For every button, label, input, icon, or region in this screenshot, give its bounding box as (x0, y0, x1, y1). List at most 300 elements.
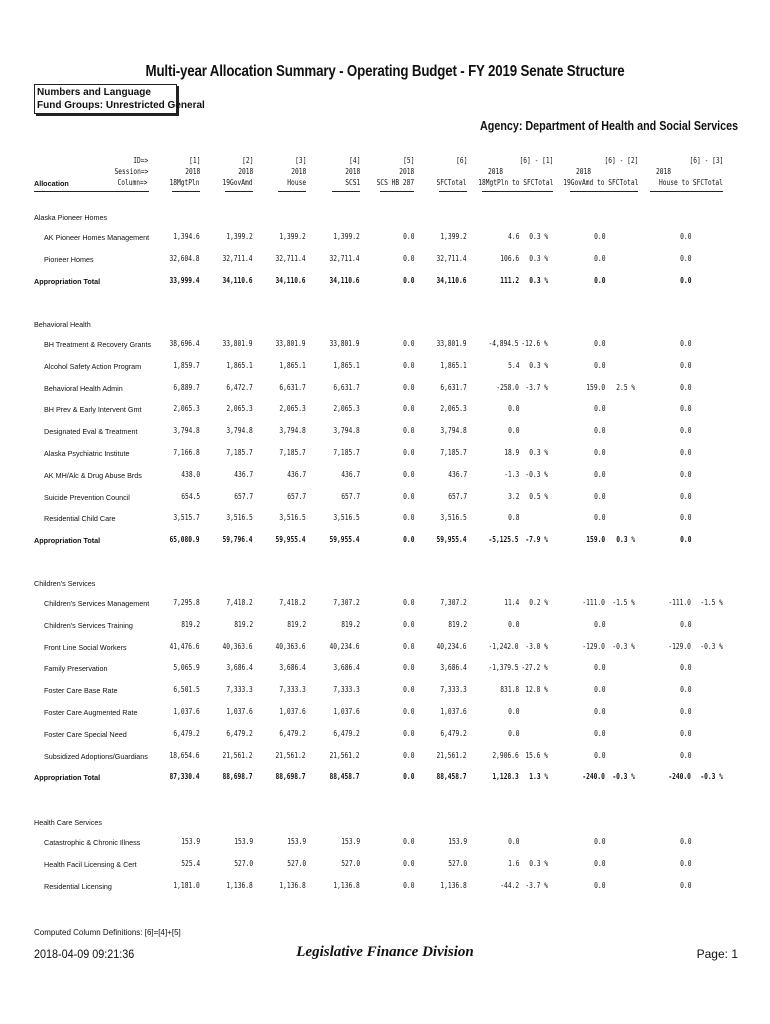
info-line-language: Numbers and Language (37, 87, 151, 98)
value-column-6: 40,234.6 (436, 641, 467, 651)
change-percent-3: -1.5 % (700, 598, 723, 607)
value-column-2: 657.7 (234, 491, 253, 501)
value-column-6: 34,110.6 (436, 275, 467, 285)
value-column-3: 3,686.4 (279, 663, 306, 673)
value-column-6: 2,065.3 (440, 404, 467, 414)
value-column-3: 88,698.7 (275, 772, 306, 782)
value-column-4: 1,037.6 (333, 707, 360, 716)
value-column-6: 33,801.9 (436, 339, 467, 348)
change-percent-1: 0.5 % (529, 491, 548, 501)
value-column-1: 3,515.7 (173, 513, 200, 523)
header-column-session: 2018 (184, 167, 200, 176)
value-column-5: 0.0 (402, 339, 414, 348)
change-amount-1: 0.0 (507, 426, 519, 436)
value-column-5: 0.0 (402, 619, 414, 629)
value-column-2: 1,037.6 (226, 707, 253, 716)
value-column-5: 0.0 (402, 426, 414, 436)
header-column-id: [2] (241, 156, 253, 165)
change-amount-1: 831.8 (500, 685, 519, 695)
value-column-6: 59,955.4 (436, 535, 467, 545)
value-column-1: 438.0 (181, 469, 200, 479)
change-percent-2: 0.3 % (616, 535, 635, 545)
value-column-2: 32,711.4 (222, 253, 253, 263)
value-column-2: 3,686.4 (226, 663, 253, 673)
allocation-name: Designated Eval & Treatment (44, 427, 138, 437)
value-column-1: 6,479.2 (173, 728, 200, 738)
value-column-3: 1,865.1 (279, 360, 306, 370)
change-percent-1: 15.6 % (525, 750, 548, 760)
change-amount-3: 0.0 (679, 339, 691, 348)
header-compare-id: [6] - [3] (689, 156, 723, 165)
value-column-6: 657.7 (448, 491, 467, 501)
allocation-name: Family Preservation (44, 664, 108, 674)
header-column-session: 2018 (398, 167, 414, 176)
value-column-1: 38,696.4 (169, 339, 200, 348)
allocation-name: Behavioral Health Admin (44, 383, 123, 393)
total-label: Appropriation Total (34, 536, 101, 546)
header-compare-session: 2018 (488, 167, 504, 176)
change-amount-2: 0.0 (593, 619, 605, 629)
value-column-1: 1,859.7 (173, 360, 200, 370)
value-column-6: 21,561.2 (436, 750, 467, 760)
header-column-session: 2018 (237, 167, 253, 176)
header-column-rule (332, 191, 360, 192)
change-percent-1: -3.7 % (525, 382, 548, 392)
value-column-3: 7,418.2 (279, 598, 306, 607)
value-column-5: 0.0 (402, 880, 414, 890)
change-percent-1: 0.3 % (529, 253, 548, 263)
change-amount-3: 0.0 (679, 663, 691, 673)
change-amount-3: 0.0 (679, 858, 691, 868)
allocation-name: Foster Care Base Rate (44, 686, 118, 696)
value-column-3: 34,110.6 (275, 275, 306, 285)
total-label: Appropriation Total (34, 276, 101, 286)
value-column-2: 1,865.1 (226, 360, 253, 370)
value-column-2: 7,185.7 (226, 448, 253, 457)
change-amount-3: 0.0 (679, 707, 691, 716)
value-column-5: 0.0 (402, 232, 414, 241)
change-amount-3: -111.0 (668, 598, 691, 607)
change-amount-1: 1.6 (507, 858, 519, 868)
report-datetime: 2018-04-09 09:21:36 (34, 947, 135, 961)
change-amount-2: 0.0 (593, 404, 605, 414)
change-amount-2: 0.0 (593, 232, 605, 241)
value-column-2: 436.7 (234, 469, 253, 479)
change-amount-3: 0.0 (679, 275, 691, 285)
value-column-5: 0.0 (402, 858, 414, 868)
value-column-5: 0.0 (402, 448, 414, 457)
change-percent-1: 0.3 % (529, 360, 548, 370)
value-column-6: 1,136.8 (440, 880, 467, 890)
value-column-6: 6,631.7 (440, 382, 467, 392)
value-column-6: 7,333.3 (440, 685, 467, 695)
value-column-6: 436.7 (448, 469, 467, 479)
change-percent-1: 0.2 % (529, 598, 548, 607)
value-column-5: 0.0 (402, 598, 414, 607)
change-amount-1: -5,125.5 (488, 535, 519, 545)
header-column-rule (172, 191, 200, 192)
change-percent-1: -7.9 % (525, 535, 548, 545)
value-column-1: 87,330.4 (169, 772, 200, 782)
allocation-name: Foster Care Augmented Rate (44, 708, 138, 717)
allocation-name: Pioneer Homes (44, 254, 94, 264)
section-heading: Children's Services (34, 579, 96, 588)
value-column-2: 6,472.7 (226, 382, 253, 392)
value-column-4: 1,865.1 (333, 360, 360, 370)
change-percent-1: 0.3 % (529, 275, 548, 285)
change-amount-1: 11.4 (503, 598, 519, 607)
section-heading: Alaska Pioneer Homes (34, 213, 108, 222)
change-amount-1: 2,906.6 (492, 750, 519, 760)
value-column-1: 153.9 (181, 837, 200, 846)
change-amount-2: 0.0 (593, 837, 605, 846)
change-amount-1: 0.0 (507, 837, 519, 846)
change-amount-3: 0.0 (679, 513, 691, 523)
change-amount-3: -129.0 (668, 641, 691, 651)
value-column-3: 153.9 (287, 837, 306, 846)
change-amount-2: 0.0 (593, 663, 605, 673)
value-column-1: 32,604.8 (169, 253, 200, 263)
value-column-2: 40,363.6 (222, 641, 253, 651)
change-percent-1: -3.0 % (525, 641, 548, 651)
value-column-4: 1,399.2 (333, 232, 360, 241)
value-column-3: 819.2 (287, 619, 306, 629)
value-column-3: 436.7 (287, 469, 306, 479)
value-column-4: 21,561.2 (329, 750, 360, 760)
header-column-column: SCS1 (344, 178, 360, 187)
change-amount-1: 0.8 (507, 513, 519, 523)
change-amount-1: 4.6 (507, 232, 519, 241)
value-column-5: 0.0 (402, 253, 414, 263)
change-amount-2: 0.0 (593, 728, 605, 738)
change-amount-2: 0.0 (593, 858, 605, 868)
change-amount-2: 0.0 (593, 880, 605, 890)
change-percent-2: -1.5 % (612, 598, 635, 607)
change-amount-1: 18.9 (503, 448, 519, 457)
value-column-4: 59,955.4 (329, 535, 360, 545)
value-column-4: 7,185.7 (333, 448, 360, 457)
value-column-3: 7,185.7 (279, 448, 306, 457)
value-column-6: 1,865.1 (440, 360, 467, 370)
change-amount-3: 0.0 (679, 619, 691, 629)
change-amount-3: 0.0 (679, 535, 691, 545)
value-column-1: 5,065.9 (173, 663, 200, 673)
value-column-3: 40,363.6 (275, 641, 306, 651)
value-column-5: 0.0 (402, 663, 414, 673)
value-column-2: 21,561.2 (222, 750, 253, 760)
value-column-3: 3,516.5 (279, 513, 306, 523)
value-column-1: 819.2 (181, 619, 200, 629)
allocation-name: Children's Services Management (44, 599, 150, 608)
value-column-1: 41,476.6 (169, 641, 200, 651)
value-column-5: 0.0 (402, 360, 414, 370)
change-amount-3: 0.0 (679, 448, 691, 457)
value-column-4: 33,801.9 (329, 339, 360, 348)
change-amount-3: 0.0 (679, 837, 691, 846)
header-column-column: SFCTotal (436, 178, 467, 187)
value-column-4: 819.2 (341, 619, 360, 629)
value-column-1: 6,889.7 (173, 382, 200, 392)
allocation-name: AK MH/Alc & Drug Abuse Brds (44, 470, 142, 480)
value-column-1: 3,794.8 (173, 426, 200, 436)
value-column-3: 527.0 (287, 858, 306, 868)
header-row-label: Session=> (114, 167, 148, 176)
header-compare-id: [6] - [1] (519, 156, 553, 165)
change-amount-1: 111.2 (500, 275, 519, 285)
change-amount-1: -1,379.5 (488, 663, 519, 673)
header-column-rule (225, 191, 253, 192)
change-amount-3: 0.0 (679, 253, 691, 263)
value-column-3: 3,794.8 (279, 426, 306, 436)
header-column-rule (439, 191, 467, 192)
agency-title: Agency: Department of Health and Social Services (479, 119, 738, 133)
value-column-4: 34,110.6 (329, 275, 360, 285)
change-amount-3: 0.0 (679, 750, 691, 760)
header-column-column: 18MgtPln (169, 178, 200, 187)
allocation-name: Residential Licensing (44, 881, 112, 891)
header-compare-rule (650, 191, 723, 192)
change-amount-2: 159.0 (586, 535, 605, 545)
allocation-name: BH Treatment & Recovery Grants (44, 340, 152, 349)
info-line-fund-groups: Fund Groups: Unrestricted General (37, 100, 205, 111)
change-percent-1: 0.3 % (529, 232, 548, 241)
change-amount-3: 0.0 (679, 728, 691, 738)
value-column-4: 1,136.8 (333, 880, 360, 890)
value-column-6: 153.9 (448, 837, 467, 846)
header-row-label: Column=> (117, 178, 148, 187)
change-amount-2: -129.0 (582, 641, 605, 651)
allocation-name: Catastrophic & Chronic Illness (44, 838, 141, 847)
change-amount-2: 0.0 (593, 339, 605, 348)
header-column-rule (278, 191, 306, 192)
value-column-4: 527.0 (341, 858, 360, 868)
value-column-2: 3,516.5 (226, 513, 253, 523)
value-column-4: 3,794.8 (333, 426, 360, 436)
header-compare-session: 2018 (656, 167, 672, 176)
value-column-3: 7,333.3 (279, 685, 306, 695)
header-column-column: SCS HB 287 (376, 178, 414, 187)
change-amount-2: 0.0 (593, 360, 605, 370)
header-column-rule (380, 191, 414, 192)
value-column-5: 0.0 (402, 535, 414, 545)
value-column-2: 34,110.6 (222, 275, 253, 285)
value-column-5: 0.0 (402, 382, 414, 392)
value-column-4: 6,479.2 (333, 728, 360, 738)
value-column-3: 59,955.4 (275, 535, 306, 545)
value-column-1: 18,654.6 (169, 750, 200, 760)
value-column-1: 1,394.6 (173, 232, 200, 241)
change-amount-2: 0.0 (593, 685, 605, 695)
value-column-5: 0.0 (402, 513, 414, 523)
page-number: Page: 1 (696, 947, 738, 961)
change-amount-2: 0.0 (593, 469, 605, 479)
header-compare-column: 19GovAmd to SFCTotal (562, 178, 638, 187)
allocation-name: AK Pioneer Homes Management (44, 233, 150, 242)
change-percent-2: -0.3 % (612, 641, 635, 651)
value-column-4: 88,458.7 (329, 772, 360, 782)
change-percent-1: 0.3 % (529, 448, 548, 457)
allocation-name: Subsidized Adoptions/Guardians (44, 751, 148, 761)
value-column-3: 32,711.4 (275, 253, 306, 263)
value-column-4: 436.7 (341, 469, 360, 479)
header-compare-rule (482, 191, 553, 192)
change-amount-1: 1,128.3 (492, 772, 519, 782)
allocation-name: Health Facil Licensing & Cert (44, 859, 137, 869)
allocation-name: Alcohol Safety Action Program (44, 361, 142, 371)
change-amount-1: 0.0 (507, 707, 519, 716)
value-column-6: 1,037.6 (440, 707, 467, 716)
value-column-4: 657.7 (341, 491, 360, 501)
value-column-6: 32,711.4 (436, 253, 467, 263)
value-column-4: 7,333.3 (333, 685, 360, 695)
change-amount-1: -1.3 (503, 469, 519, 479)
value-column-3: 2,065.3 (279, 404, 306, 414)
allocation-name: Suicide Prevention Council (44, 492, 130, 502)
value-column-2: 59,796.4 (222, 535, 253, 545)
value-column-5: 0.0 (402, 707, 414, 716)
section-heading: Health Care Services (34, 818, 102, 827)
change-percent-3: -0.3 % (700, 772, 723, 782)
change-amount-2: 0.0 (593, 426, 605, 436)
allocation-name: Front Line Social Workers (44, 642, 127, 652)
change-amount-1: 0.0 (507, 728, 519, 738)
value-column-2: 88,698.7 (222, 772, 253, 782)
value-column-6: 3,794.8 (440, 426, 467, 436)
value-column-6: 88,458.7 (436, 772, 467, 782)
allocation-name: Children's Services Training (44, 620, 133, 630)
change-amount-2: 0.0 (593, 448, 605, 457)
allocation-header-rule (34, 191, 149, 192)
change-amount-3: 0.0 (679, 880, 691, 890)
value-column-2: 153.9 (234, 837, 253, 846)
header-column-id: [4] (348, 156, 360, 165)
total-label: Appropriation Total (34, 773, 101, 783)
header-column-id: [3] (294, 156, 306, 165)
change-amount-3: 0.0 (679, 404, 691, 414)
value-column-5: 0.0 (402, 275, 414, 285)
allocation-name: BH Prev & Early Intervent Gmt (44, 405, 142, 415)
change-amount-1: 0.0 (507, 404, 519, 414)
value-column-3: 657.7 (287, 491, 306, 501)
header-column-column: 19GovAmd (222, 178, 253, 187)
allocation-name: Alaska Psychiatric Institute (44, 449, 130, 458)
report-info-box (34, 84, 205, 114)
allocation-name: Residential Child Care (44, 514, 116, 524)
header-column-session: 2018 (290, 167, 306, 176)
value-column-4: 3,686.4 (333, 663, 360, 673)
value-column-4: 40,234.6 (329, 641, 360, 651)
change-amount-1: 0.0 (507, 619, 519, 629)
value-column-1: 6,501.5 (173, 685, 200, 695)
value-column-3: 1,136.8 (279, 880, 306, 890)
change-amount-1: -1,242.0 (488, 641, 519, 651)
change-percent-2: 2.5 % (616, 382, 635, 392)
value-column-5: 0.0 (402, 685, 414, 695)
change-amount-3: 0.0 (679, 426, 691, 436)
value-column-6: 6,479.2 (440, 728, 467, 738)
change-amount-2: 0.0 (593, 253, 605, 263)
value-column-1: 7,295.8 (173, 598, 200, 607)
computed-column-definitions: Computed Column Definitions: [6]=[4]+[5] (34, 928, 181, 937)
value-column-3: 6,479.2 (279, 728, 306, 738)
value-column-2: 1,399.2 (226, 232, 253, 241)
change-amount-1: -44.2 (500, 880, 519, 890)
change-percent-1: -12.6 % (521, 339, 548, 348)
value-column-3: 6,631.7 (279, 382, 306, 392)
value-column-5: 0.0 (402, 837, 414, 846)
change-amount-2: 159.0 (586, 382, 605, 392)
value-column-4: 6,631.7 (333, 382, 360, 392)
header-column-id: [5] (402, 156, 414, 165)
header-compare-rule (570, 191, 638, 192)
allocation-name: Foster Care Special Need (44, 729, 127, 739)
change-amount-3: 0.0 (679, 685, 691, 695)
change-amount-3: -240.0 (668, 772, 691, 782)
value-column-6: 7,307.2 (440, 598, 467, 607)
change-amount-3: 0.0 (679, 360, 691, 370)
value-column-1: 65,080.9 (169, 535, 200, 545)
header-compare-session: 2018 (576, 167, 592, 176)
value-column-5: 0.0 (402, 772, 414, 782)
value-column-1: 7,166.8 (173, 448, 200, 457)
header-compare-column: 18MgtPln to SFCTotal (477, 178, 553, 187)
change-amount-2: 0.0 (593, 707, 605, 716)
page-title: Multi-year Allocation Summary - Operating Budget - FY 2019 Senate Structure (145, 63, 625, 80)
division-signature: Legislative Finance Division (296, 944, 474, 960)
value-column-5: 0.0 (402, 750, 414, 760)
change-percent-1: -27.2 % (521, 663, 548, 673)
header-column-id: [1] (188, 156, 200, 165)
value-column-5: 0.0 (402, 641, 414, 651)
value-column-5: 0.0 (402, 491, 414, 501)
value-column-4: 153.9 (341, 837, 360, 846)
value-column-1: 1,181.0 (173, 880, 200, 890)
value-column-6: 3,686.4 (440, 663, 467, 673)
value-column-2: 1,136.8 (226, 880, 253, 890)
value-column-6: 7,185.7 (440, 448, 467, 457)
change-amount-2: 0.0 (593, 275, 605, 285)
value-column-2: 3,794.8 (226, 426, 253, 436)
value-column-3: 33,801.9 (275, 339, 306, 348)
value-column-6: 3,516.5 (440, 513, 467, 523)
section-heading: Behavioral Health (34, 320, 91, 329)
change-percent-1: 0.3 % (529, 858, 548, 868)
change-percent-1: -3.7 % (525, 880, 548, 890)
value-column-4: 2,065.3 (333, 404, 360, 414)
change-amount-3: 0.0 (679, 382, 691, 392)
change-percent-1: 12.8 % (525, 685, 548, 695)
change-amount-1: 3.2 (507, 491, 519, 501)
header-compare-id: [6] - [2] (604, 156, 638, 165)
value-column-4: 7,307.2 (333, 598, 360, 607)
header-row-label: ID=> (132, 156, 148, 165)
change-amount-1: -258.0 (496, 382, 519, 392)
value-column-2: 819.2 (234, 619, 253, 629)
header-column-id: [6] (455, 156, 467, 165)
header-column-column: House (287, 178, 306, 187)
change-percent-3: -0.3 % (700, 641, 723, 651)
value-column-2: 7,333.3 (226, 685, 253, 695)
value-column-5: 0.0 (402, 404, 414, 414)
change-amount-2: 0.0 (593, 750, 605, 760)
value-column-1: 525.4 (181, 858, 200, 868)
value-column-2: 527.0 (234, 858, 253, 868)
change-amount-3: 0.0 (679, 469, 691, 479)
value-column-2: 2,065.3 (226, 404, 253, 414)
value-column-2: 7,418.2 (226, 598, 253, 607)
value-column-1: 33,999.4 (169, 275, 200, 285)
value-column-4: 32,711.4 (329, 253, 360, 263)
